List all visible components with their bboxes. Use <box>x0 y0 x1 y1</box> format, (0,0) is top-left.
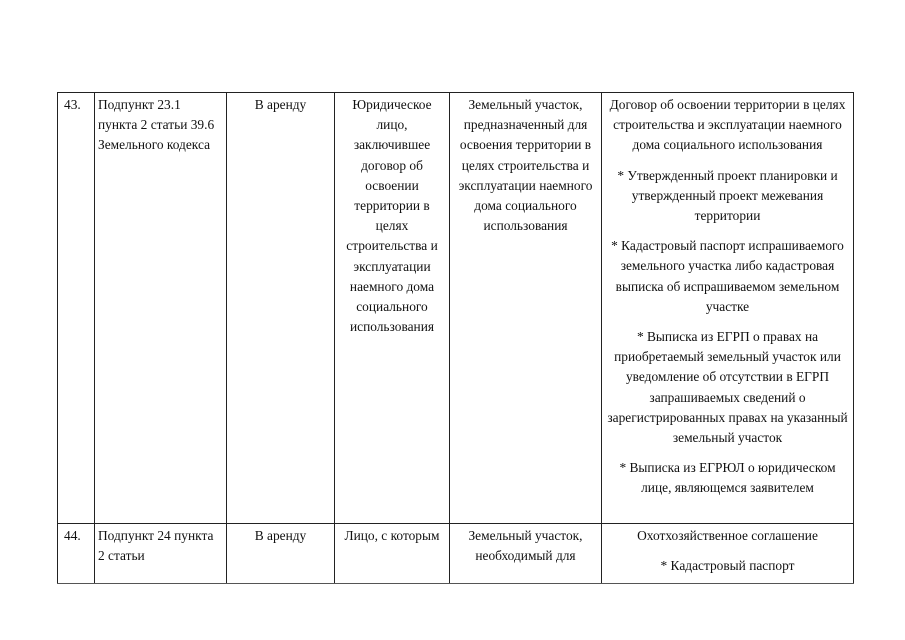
page-bottom-margin <box>0 592 905 640</box>
right-type-cell: В аренду <box>227 524 335 584</box>
applicant-cell: Юридическое лицо, заключившее договор об освоении территории в целях строительства и эксплуатации наемного дома социального использования <box>335 93 450 524</box>
required-documents-cell <box>602 93 854 524</box>
document-item: * Выписка из ЕГРЮЛ о юридическом лице, являющемся заявителем <box>619 460 836 496</box>
document-item: Договор об освоении территории в целях строительства и эксплуатации наемного дома социального использования <box>609 97 846 153</box>
table-row <box>58 93 854 524</box>
legal-basis-cell: Подпункт 24 пункта 2 статьи <box>95 524 227 584</box>
row-number: 43. <box>58 93 95 524</box>
required-documents-cell <box>602 524 854 584</box>
document-item: Охотхозяйственное соглашение <box>637 528 818 543</box>
table-row <box>58 524 854 584</box>
land-plot-cell: Земельный участок, необходимый для <box>450 524 602 584</box>
land-plot-documents-table <box>57 92 854 584</box>
right-type-cell: В аренду <box>227 93 335 524</box>
document-item: * Выписка из ЕГРП о правах на приобретаемый земельный участок или уведомление об отсутствии в ЕГРП запрашиваемых сведений о зарегистрированных правах на указанный земельный участок <box>607 329 848 446</box>
applicant-cell: Лицо, с которым <box>335 524 450 584</box>
document-item: * Утвержденный проект планировки и утвержденный проект межевания территории <box>617 167 838 224</box>
row-number: 44. <box>58 524 95 584</box>
document-item: * Кадастровый паспорт испрашиваемого земельного участка либо кадастровая выписка об испрашиваемом земельном участке <box>611 238 844 314</box>
land-plot-cell: Земельный участок, предназначенный для освоения территории в целях строительства и эксплуатации наемного дома социального использования <box>450 93 602 524</box>
legal-basis-cell: Подпункт 23.1 пункта 2 статьи 39.6 Земельного кодекса <box>95 93 227 524</box>
document-item: * Кадастровый паспорт <box>660 558 795 574</box>
